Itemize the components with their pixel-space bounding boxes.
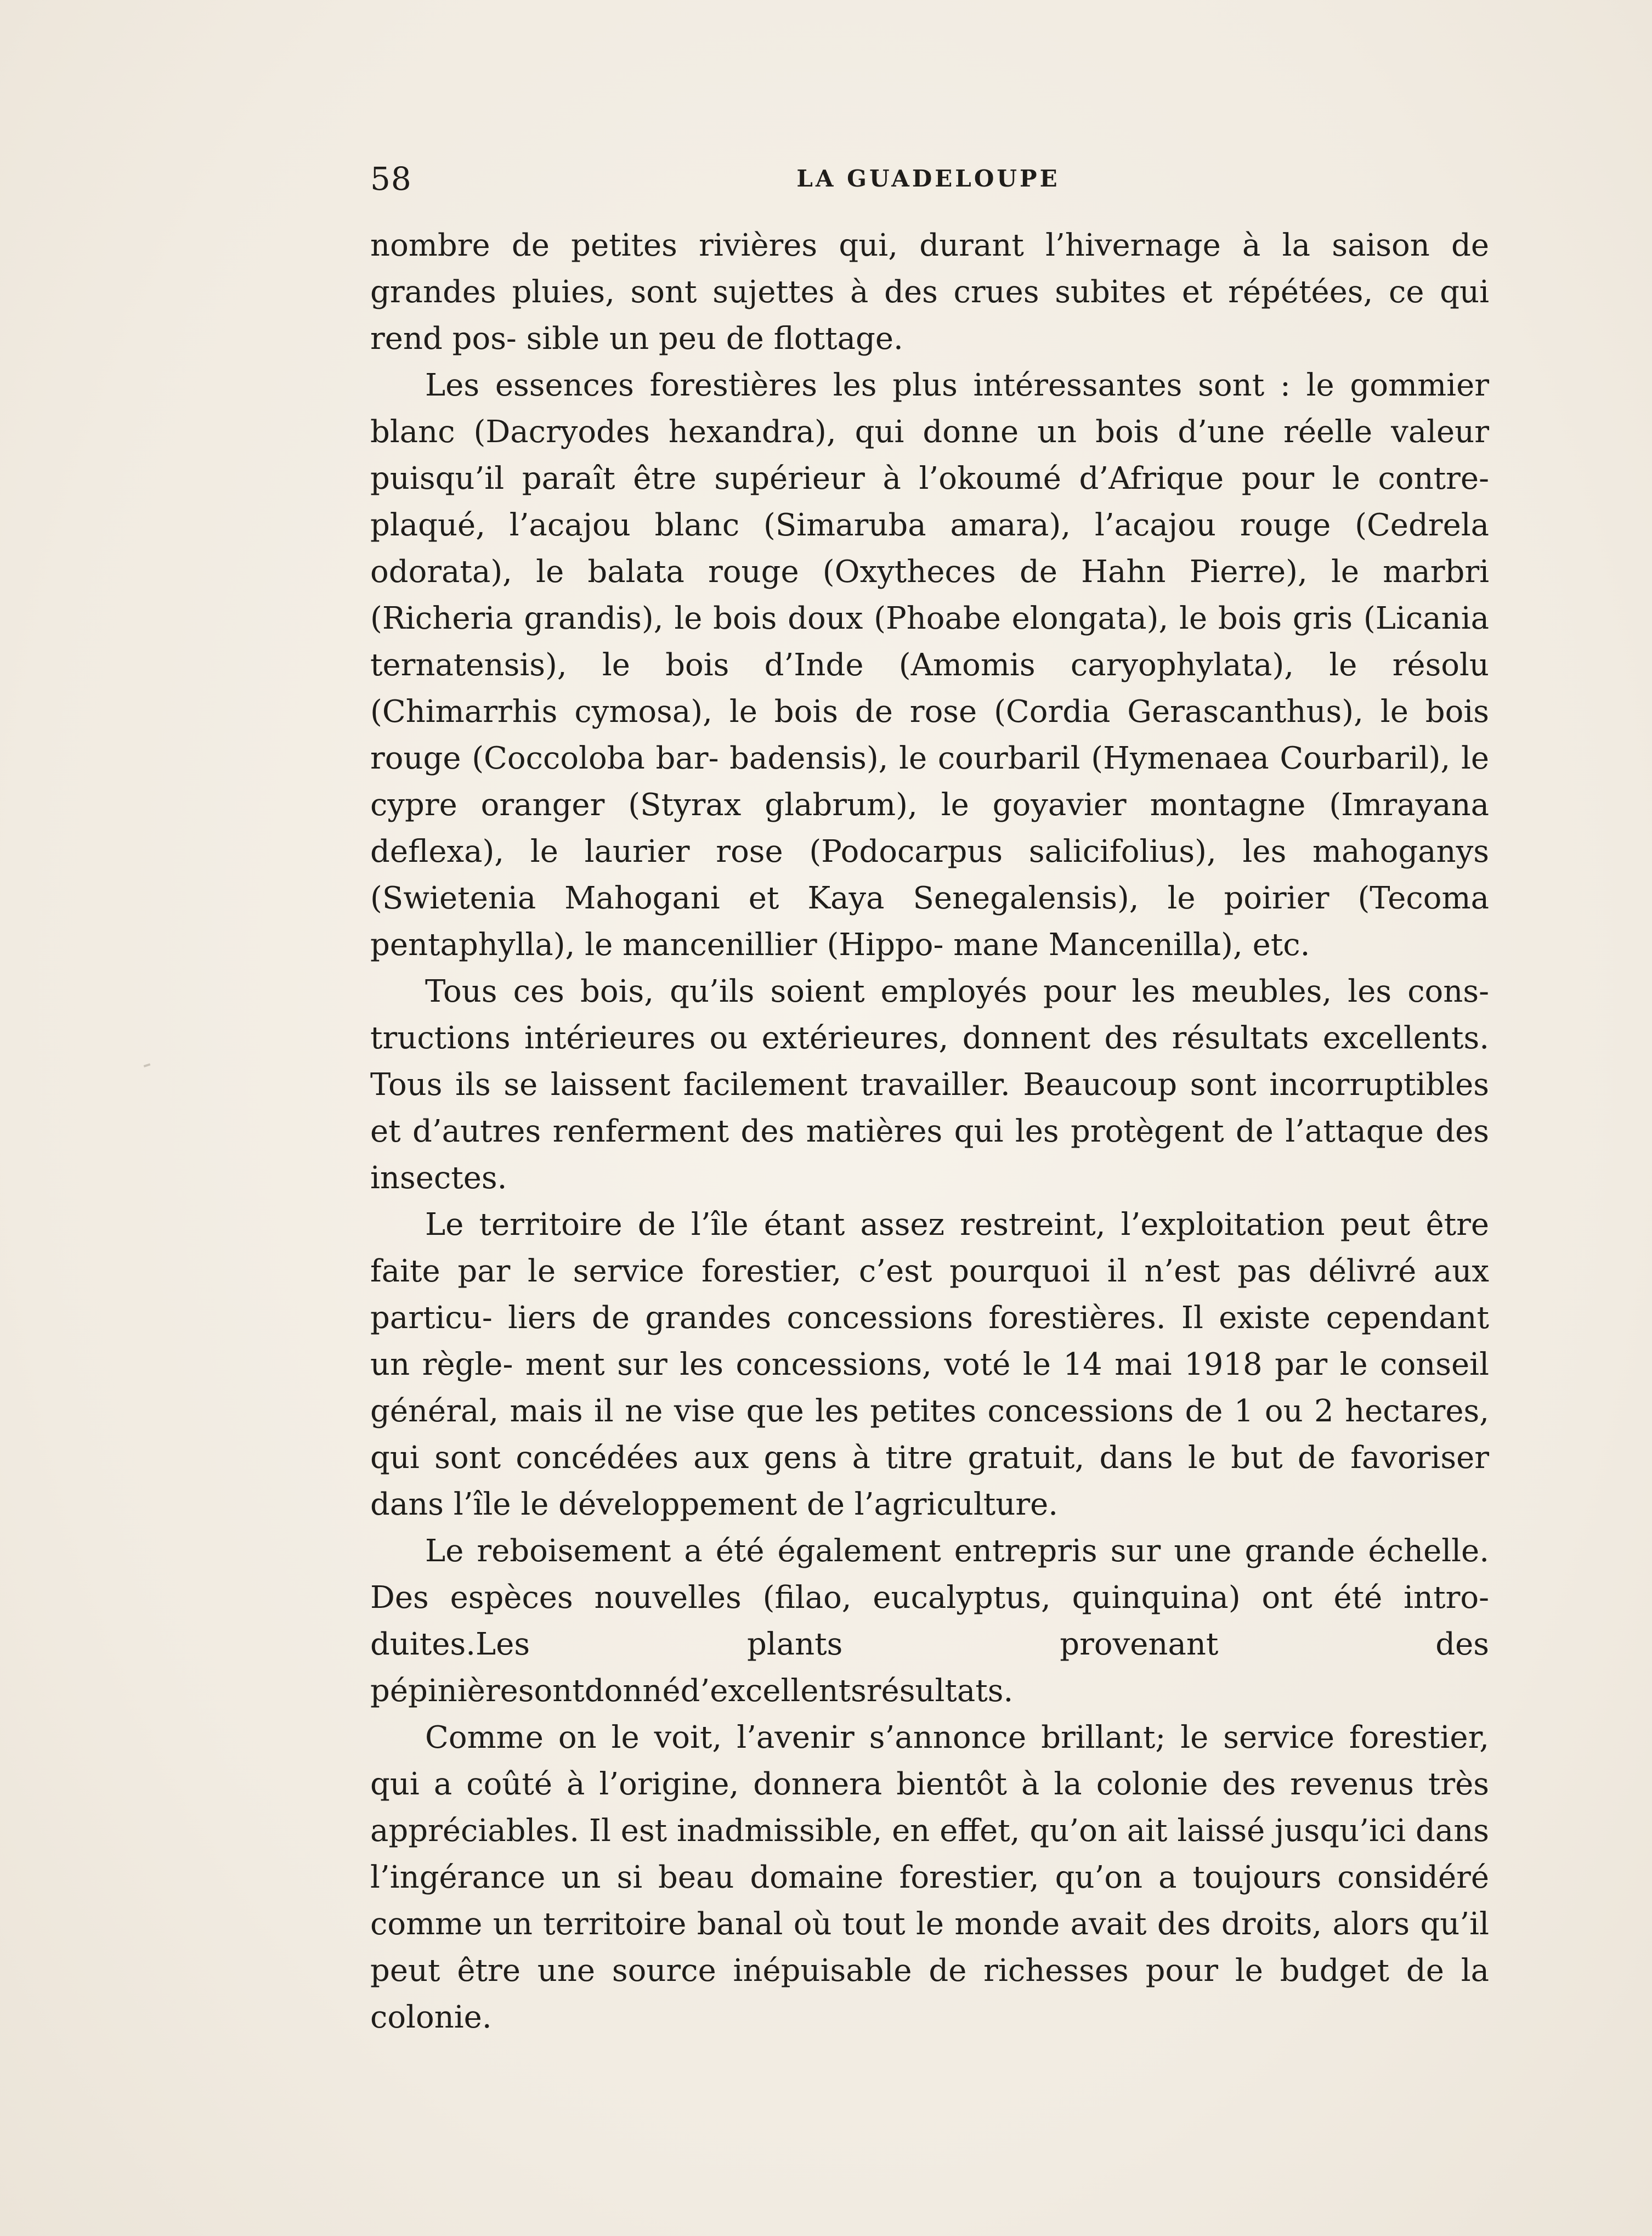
paragraph-1 [370, 222, 1489, 362]
paragraph-3-text: Tous ces bois, qu’ils soient employés pour les meubles, les cons- tructions intérieures ou extérieures, donnent des résultats excellents. Tous ils se laissent facilement travailler. Beaucoup sont incorruptibles et d’autres renferment des matières qui les protègent de l’attaque des insectes. [370, 974, 1489, 1196]
paragraph-5 [370, 1528, 1489, 1714]
paragraph-2-text: Les essences forestières les plus intéressantes sont : le gommier blanc (Dacryodes hexandra), qui donne un bois d’une réelle valeur puisqu’il paraît être supérieur à l’okoumé d’Afrique pour le contre-plaqué, l’acajou blanc (Simaruba amara), l’acajou rouge (Cedrela odorata), le balata rouge (Oxytheces de Hahn Pierre), le marbri (Richeria grandis), le bois doux (Phoabe elongata), le bois gris (Licania ternatensis), le bois d’Inde (Amomis caryophylata), le résolu (Chimarrhis cymosa), le bois de rose (Cordia Gerascanthus), le bois rouge (Coccoloba bar- badensis), le courbaril (Hymenaea Courbaril), le cypre oranger (Styrax glabrum), le goyavier montagne (Imrayana deflexa), le laurier rose (Podocarpus salicifolius), les mahoganys (Swietenia Mahogani et Kaya Senegalensis), le poirier (Tecoma pentaphylla), le mancenillier (Hippo- mane Mancenilla), etc. [370, 368, 1489, 963]
paragraph-4 [370, 1201, 1489, 1528]
margin-mark [144, 1063, 151, 1068]
running-title: LA GUADELOUPE [796, 165, 1060, 192]
paragraph-6-text: Comme on le voit, l’avenir s’annonce brillant; le service forestier, qui a coûté à l’origine, donnera bientôt à la colonie des revenus très appréciables. Il est inadmissible, en effet, qu’on ait laissé jusqu’ici dans l’ingérance un si beau domaine forestier, qu’on a toujours considéré comme un territoire banal où tout le monde avait des droits, alors qu’il peut être une source inépuisable de richesses pour le budget de la colonie. [370, 1720, 1489, 2035]
paragraph-4-text: Le territoire de l’île étant assez restreint, l’exploitation peut être faite par le service forestier, c’est pourquoi il n’est pas délivré aux particu- liers de grandes concessions forestières. Il existe cependant un règle- ment sur les concessions, voté le 14 mai 1918 par le conseil général, mais il ne vise que les petites concessions de 1 ou 2 hectares, qui sont concédées aux gens à titre gratuit, dans le but de favoriser dans l’île le développement de l’agriculture. [370, 1207, 1489, 1522]
paragraph-1-text: nombre de petites rivières qui, durant l’hivernage à la saison de grandes pluies, sont sujettes à des crues subites et répétées, ce qui rend pos- sible un peu de flottage. [370, 228, 1489, 357]
page-header [370, 157, 1486, 201]
paragraph-2 [370, 362, 1489, 968]
page-number: 58 [370, 160, 412, 197]
paragraph-5-text: Le reboisement a été également entrepris sur une grande échelle. Des espèces nouvelles (filao, eucalyptus, quinquina) ont été intro- duites.Les plants provenant des pépinièresontdonnéd’excellentsrésultats. [370, 1533, 1489, 1709]
paragraph-3 [370, 968, 1489, 1201]
paragraph-6 [370, 1714, 1489, 2041]
body-text [370, 222, 1489, 2041]
